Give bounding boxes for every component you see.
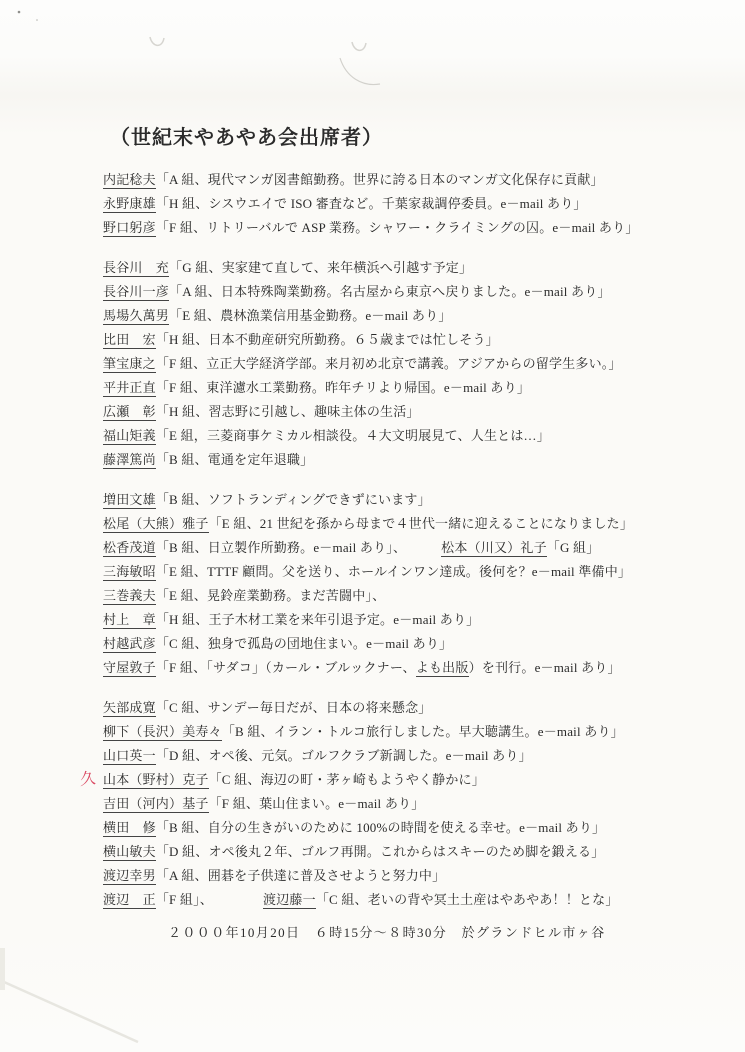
attendee-row (103, 864, 733, 888)
attendee-row (79, 768, 733, 792)
attendee-name: 守屋敦子 (103, 660, 156, 675)
attendee-description: 「C 組、老いの背や冥土土産はやあやあ！！とな」 (315, 892, 619, 907)
scan-speck (18, 11, 21, 14)
attendee-name: 平井正直 (103, 380, 156, 395)
attendee-row (103, 512, 733, 536)
attendee-row (103, 792, 733, 816)
attendee-description: 「F 組」、 (155, 892, 213, 907)
attendee-name: 長谷川 充 (103, 260, 170, 275)
attendee-description: 「B 組、ソフトランディングできずにいます」 (155, 492, 431, 507)
attendee-description: 「A 組、囲碁を子供達に普及させようと努力中」 (155, 868, 446, 883)
attendee-name: 長谷川一彦 (103, 284, 170, 299)
attendee-row (103, 376, 733, 400)
paper-crease-arc (340, 58, 380, 85)
attendee-description: 「H 組、日本不動産研究所勤務。６５歳までは忙しそう」 (155, 332, 499, 347)
left-edge-shade (0, 948, 5, 990)
attendee-description: 「A 組、日本特殊陶業勤務。名古屋から東京へ戻りました。e－mail あり」 (169, 284, 611, 299)
attendee-name: 馬場久萬男 (103, 308, 170, 323)
attendee-description: 「F 組、リトリーバルで ASP 業務。シャワー・クライミングの囚。e－mail あり」 (155, 220, 639, 235)
attendee-description: 「B 組、自分の生きがいのために 100%の時間を使える幸せ。e－mail あり」 (155, 820, 606, 835)
attendee-name: 比田 宏 (103, 332, 156, 347)
attendee-description: 「G 組」 (546, 540, 600, 555)
attendee-row (103, 840, 733, 864)
attendee-row (103, 424, 733, 448)
attendee-row (103, 696, 733, 720)
red-handwritten-mark: 久 (79, 769, 97, 790)
attendee-name: 松香茂道 (103, 540, 156, 555)
attendee-description: 「E 組、晃鈴産業勤務。まだ苦闘中」、 (155, 588, 386, 603)
attendee-name: 吉田（河内）基子 (103, 796, 209, 811)
attendee-name: 村上 章 (103, 612, 156, 627)
attendee-row (103, 352, 733, 376)
attendee-row (103, 560, 733, 584)
attendee-row (103, 328, 733, 352)
attendee-row (103, 816, 733, 840)
attendee-name: 三海敏昭 (103, 564, 156, 579)
attendee-name: 三巻義夫 (103, 588, 156, 603)
attendee-block (103, 488, 733, 680)
attendee-row (103, 256, 733, 280)
attendee-row (103, 888, 733, 912)
attendee-description: 「A 組、現代マンガ図書館勤務。世界に誇る日本のマンガ文化保存に貢献」 (155, 172, 604, 187)
attendee-name: 山本（野村）克子 (103, 772, 209, 787)
attendee-row (103, 168, 733, 192)
attendee-list (79, 168, 733, 928)
attendee-name: 内記稔夫 (103, 172, 156, 187)
attendee-description: 「E 組、21 世紀を孫から母まで４世代一緒に迎えることになりました」 (208, 516, 634, 531)
attendee-row (103, 608, 733, 632)
attendee-description: 「H 組、王子木材工業を来年引退予定。e－mail あり」 (155, 612, 480, 627)
attendee-description: 「C 組、サンデー毎日だが、日本の将来懸念」 (155, 700, 432, 715)
attendee-row (103, 448, 733, 472)
attendee-description: 「E 組、農林漁業信用基金勤務。e－mail あり」 (169, 308, 452, 323)
attendee-description: 「B 組、日立製作所勤務。e－mail あり」、 (155, 540, 407, 555)
attendee-row (103, 632, 733, 656)
attendee-name: 渡辺幸男 (103, 868, 156, 883)
attendee-description: 「D 組、オペ後丸２年、ゴルフ再開。これからはスキーのため脚を鍛える」 (155, 844, 605, 859)
attendee-name: 渡辺藤一 (263, 892, 316, 907)
attendee-block (103, 256, 733, 472)
bottom-shadow-line (4, 982, 138, 1042)
attendee-name: 村越武彦 (103, 636, 156, 651)
attendee-name: 横田 修 (103, 820, 156, 835)
attendee-description: 「C 組、海辺の町・茅ヶ崎もようやく静かに」 (208, 772, 485, 787)
attendee-row (103, 584, 733, 608)
scan-speck (36, 19, 38, 21)
column-gap (406, 551, 441, 552)
attendee-name: 山口英一 (103, 748, 156, 763)
attendee-name: 横山敏夫 (103, 844, 156, 859)
attendee-name: 柳下（長沢）美寿々 (103, 724, 222, 739)
paper-curl-mark (150, 37, 164, 45)
attendee-name: 永野康雄 (103, 196, 156, 211)
attendee-description: 「C 組、独身で孤島の団地住まい。e－mail あり」 (155, 636, 453, 651)
attendee-name: 渡辺 正 (103, 892, 156, 907)
attendee-description: 「F 組、立正大学経済学部。来月初め北京で講義。アジアからの留学生多い。」 (155, 356, 622, 371)
attendee-block (79, 696, 733, 912)
attendee-name: 筆宝康之 (103, 356, 156, 371)
attendee-name: 松尾（大熊）雅子 (103, 516, 209, 531)
attendee-name: 広瀬 彰 (103, 404, 156, 419)
event-date-place-line: ２０００年10月20日 ６時15分～８時30分 於グランドヒル市ヶ谷 (168, 925, 606, 940)
attendee-description: 「B 組、電通を定年退職」 (155, 452, 314, 467)
attendee-block (103, 168, 733, 240)
attendee-row (103, 280, 733, 304)
attendee-description: 「H 組、シスウエイで ISO 審査など。千葉家裁調停委員。e－mail あり」 (155, 196, 587, 211)
column-gap (213, 903, 263, 904)
attendee-name: 松本（川又）礼子 (441, 540, 547, 555)
attendee-row (103, 400, 733, 424)
attendee-row (103, 304, 733, 328)
attendee-description: ）を刊行。e－mail あり」 (468, 660, 621, 675)
attendee-name: 福山矩義 (103, 428, 156, 443)
attendee-row (103, 720, 733, 744)
attendee-description: 「E 組、TTTF 顧問。父を送り、ホールインワン達成。後何を？e－mail 準備中」 (155, 564, 632, 579)
attendee-description: 「B 組、イラン・トルコ旅行しました。早大聴講生。e－mail あり」 (221, 724, 624, 739)
attendee-row (103, 656, 733, 680)
attendee-name: 野口躬彦 (103, 220, 156, 235)
page-title: （世紀末やあやあ会出席者） (110, 127, 383, 149)
attendee-row (103, 192, 733, 216)
attendee-description: 「F 組、葉山住まい。e－mail あり」 (208, 796, 425, 811)
attendee-row (103, 216, 733, 240)
attendee-name: 藤澤篤尚 (103, 452, 156, 467)
attendee-description: 「H 組、習志野に引越し、趣味主体の生活」 (155, 404, 420, 419)
attendee-description: 「E 組，三菱商事ケミカル相談役。４大文明展見て、人生とは…」 (155, 428, 550, 443)
attendee-row (103, 536, 733, 560)
attendee-name: 矢部成寛 (103, 700, 156, 715)
publisher-name: よも出版 (415, 660, 469, 675)
attendee-name: 増田文雄 (103, 492, 156, 507)
paper-curl-mark (352, 42, 366, 50)
attendee-description: 「D 組、オペ後、元気。ゴルフクラブ新調した。e－mail あり」 (155, 748, 532, 763)
attendee-row (103, 488, 733, 512)
attendee-description: 「F 組、東洋濾水工業勤務。昨年チリより帰国。e－mail あり」 (155, 380, 531, 395)
attendee-description: 「G 組、実家建て直して、来年横浜へ引越す予定」 (169, 260, 473, 275)
attendee-row (103, 744, 733, 768)
attendee-description: 「F 組、「サダコ」（カール・ブルックナー、 (155, 660, 416, 675)
